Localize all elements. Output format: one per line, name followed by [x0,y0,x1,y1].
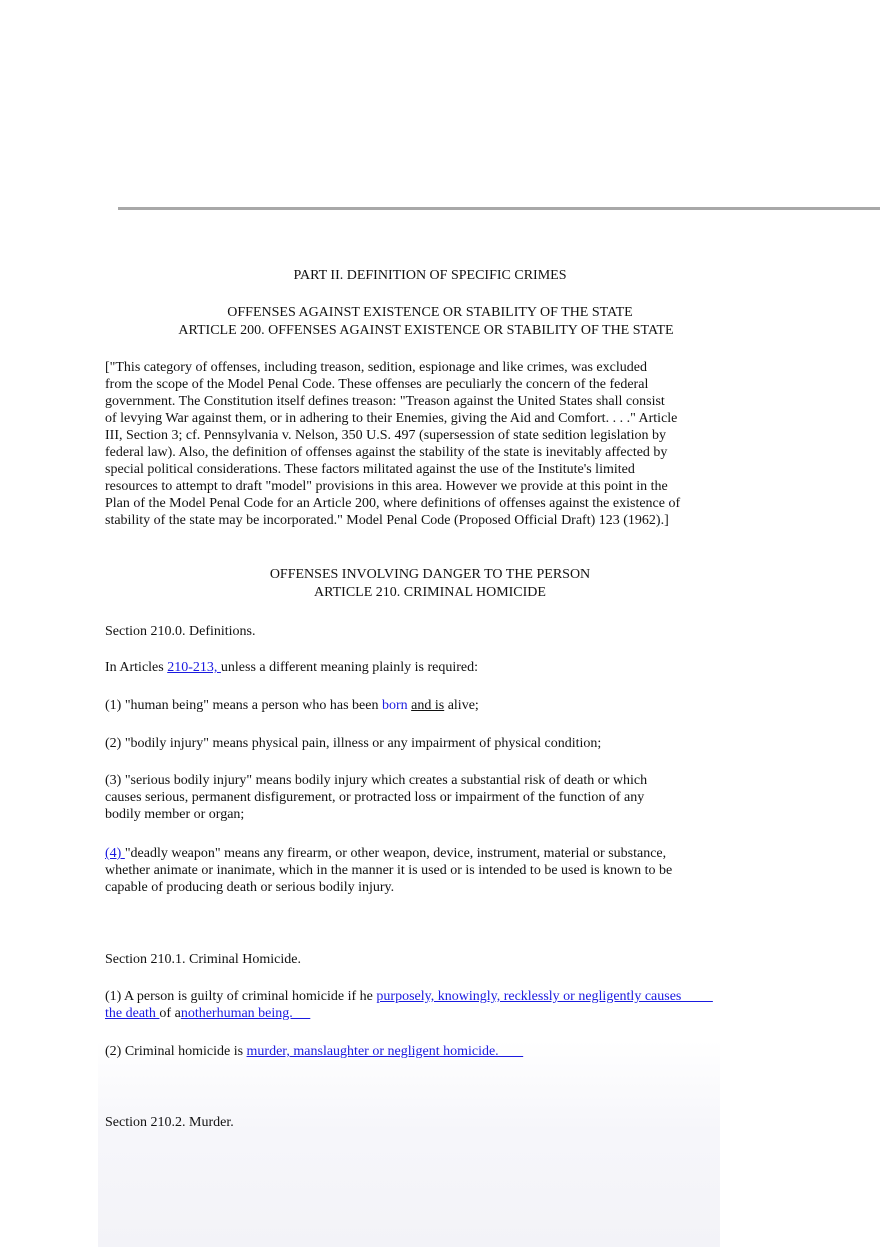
para-text: (1) A person is guilty of criminal homicide if he [105,989,377,1004]
note-line: resources to attempt to draft "model" provisions in this area. However we provide at this point in the [105,479,668,494]
note-line: ["This category of offenses, including treason, sedition, espionage and like crimes, was excluded [105,360,647,375]
note-line: from the scope of the Model Penal Code. These offenses are peculiarly the concern of the federal [105,377,649,392]
definition-2: (2) "bodily injury" means physical pain, illness or any impairment of physical condition; [105,736,602,751]
note-line: Plan of the Model Penal Code for an Article 200, where definitions of offenses against the existence of [105,496,681,511]
definition-line: whether animate or inanimate, which in the manner it is used or is intended to be used is known to be [105,863,673,878]
note-line: stability of the state may be incorporated." Model Penal Code (Proposed Official Draft) 123 (1962).] [105,513,669,528]
definition-line: (3) "serious bodily injury" means bodily injury which creates a substantial risk of death or which [105,773,648,788]
person-section-heading: OFFENSES INVOLVING DANGER TO THE PERSON [269,567,591,582]
definition-text: (1) "human being" means a person who has been [105,698,382,713]
intro-text: unless a different meaning plainly is required: [220,660,479,675]
definition-line: causes serious, permanent disfigurement, or protracted loss or impairment of the function of any [105,790,645,805]
definition-text: "deadly weapon" means any firearm, or other weapon, device, instrument, material or substance, [124,846,667,861]
definition-1 [105,697,725,714]
homicide-para-1-cont [105,1005,725,1022]
horizontal-rule [118,207,880,210]
definition-line [105,845,725,862]
section-210-0-title: Section 210.0. Definitions. [105,624,256,639]
note-line: federal law). Also, the definition of offenses against the stability of the state is inevitably affected by [105,445,668,460]
note-line: of levying War against them, or in adhering to their Enemies, giving the Aid and Comfort. . . ." Article [105,411,678,426]
articles-210-213-link[interactable]: 210-213, [167,660,221,675]
definition-4-link[interactable]: (4) [105,846,125,861]
state-section-heading: OFFENSES AGAINST EXISTENCE OR STABILITY OF THE STATE [227,305,633,320]
para-text: (2) Criminal homicide is [105,1044,247,1059]
article-210-heading: ARTICLE 210. CRIMINAL HOMICIDE [314,585,546,600]
section-210-1-title: Section 210.1. Criminal Homicide. [105,952,301,967]
article-200-heading: ARTICLE 200. OFFENSES AGAINST EXISTENCE OR STABILITY OF THE STATE [178,323,674,338]
and-is-text: and is [411,698,445,713]
homicide-para-1 [105,988,785,1005]
homicide-para-2 [105,1043,725,1060]
part-heading: PART II. DEFINITION OF SPECIFIC CRIMES [293,268,567,283]
born-link[interactable]: born [381,698,408,713]
definition-line: capable of producing death or serious bodily injury. [105,880,395,895]
note-line: government. The Constitution itself defines treason: "Treason against the United States shall consist [105,394,665,409]
section-210-2-title: Section 210.2. Murder. [105,1115,234,1130]
another-human-being-link[interactable]: notherhuman being. [180,1006,311,1021]
page-shading [98,1040,720,1247]
murder-manslaughter-link[interactable]: murder, manslaughter or negligent homicide. [246,1044,524,1059]
para-text: of a [159,1006,181,1021]
purposely-knowingly-link[interactable]: purposely, knowingly, recklessly or negligently causes [376,989,713,1004]
the-death-link[interactable]: the death [105,1006,160,1021]
definition-line: bodily member or organ; [105,807,245,822]
note-line: III, Section 3; cf. Pennsylvania v. Nelson, 350 U.S. 497 (supersession of state sedition legislation by [105,428,666,443]
intro-text: In Articles [105,660,168,675]
note-line: special political considerations. These factors militated against the use of the Institute's limited [105,462,635,477]
definitions-intro [105,659,725,676]
definition-text: alive; [444,698,479,713]
